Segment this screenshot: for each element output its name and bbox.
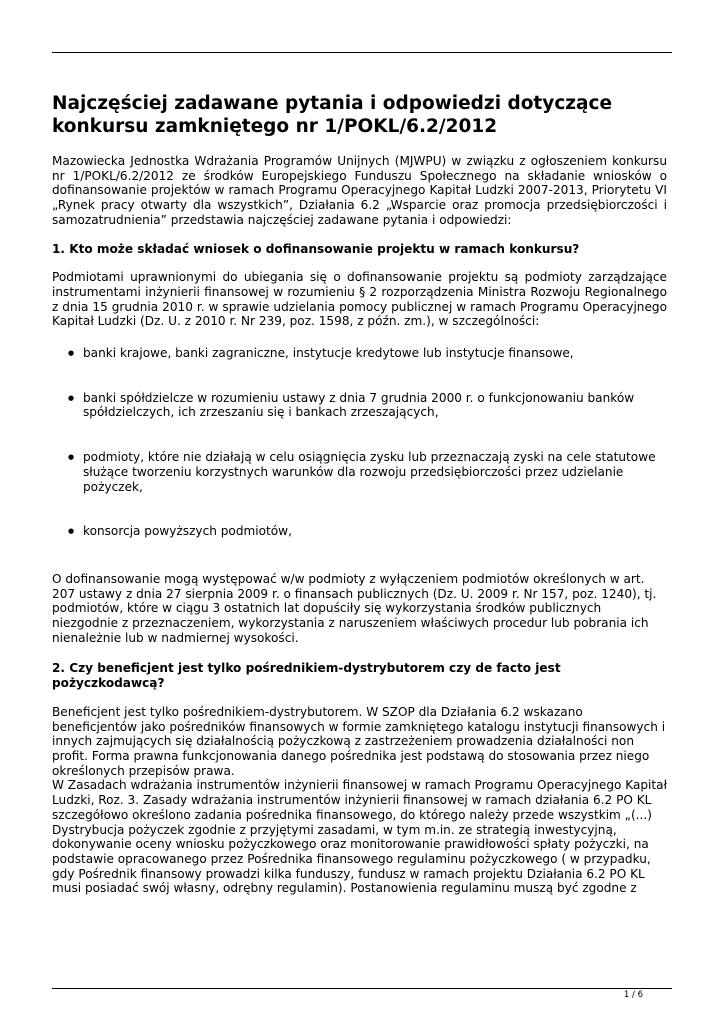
page-title: Najczęściej zadawane pytania i odpowiedzi dotyczące konkursu zamkniętego nr 1/POKL/6.2/2012 [52,93,613,137]
list-item [52,391,667,420]
list-item-text: banki spółdzielcze w rozumieniu ustawy z dnia 7 grudnia 2000 r. o funkcjonowaniu banków spółdzielczych, ich zrzeszaniu się i bankach zrzeszających, [83,390,635,420]
bullet-icon: ● [68,349,75,358]
bullet-icon: ● [68,527,75,536]
question-1-heading: 1. Kto może składać wniosek o dofinansowanie projektu w ramach konkursu? [52,241,580,256]
list-item [52,450,667,494]
question-1-closing: O dofinansowanie mogą występować w/w podmioty z wyłączeniem podmiotów określonych w art. 207 ustawy z dnia 27 sierpnia 2009 r. o finansach publicznych (Dz. U. 2009 r. Nr 157, poz. 1240), tj. podmiotów, które w ciągu 3 ostatnich lat dopuściły się wykorzystania środków publicznych niezgodnie z przeznaczeniem, wykorzystania z naruszeniem właściwych procedur lub pobrania ich nienależnie lub w nadmiernej wysokości. [52,571,657,645]
eligible-entities-list [52,346,667,539]
header-rule [52,52,672,53]
list-item-text: banki krajowe, banki zagraniczne, instytucje kredytowe lub instytucje finansowe, [83,346,574,361]
question-1-answer: Podmiotami uprawnionymi do ubiegania się o dofinansowanie projektu są podmioty zarządzające instrumentami inżynierii finansowej w rozumieniu § 2 rozporządzenia Ministra Rozwoju Regionalnego z dnia 15 grudnia 2010 r. w sprawie udzielania pomocy publicznej w ramach Programu Operacyjnego Kapitał Ludzki (Dz. U. z 2010 r. Nr 239, poz. 1598, z późn. zm.), w szczególności: [52,270,667,329]
list-item-text: podmioty, które nie działają w celu osiągnięcia zysku lub przeznaczają zyski na cele statutowe służące tworzeniu korzystnych warunków dla rozwoju przedsiębiorczości przez udzielanie pożyczek, [83,450,656,494]
bullet-icon: ● [68,453,75,462]
page-number: 1 / 6 [623,990,643,1000]
footer-rule [52,988,672,989]
bullet-icon: ● [68,393,75,402]
list-item [52,346,667,361]
question-2-answer-part-2: W Zasadach wdrażania instrumentów inżynierii finansowej w ramach Programu Operacyjnego Kapitał Ludzki, Roz. 3. Zasady wdrażania instrumentów inżynierii finansowej w ramach działania 6.2 PO KL szczegółowo określono zadania pośrednika finansowego, do którego należy przede wszystkim „(...) Dystrybucja pożyczek zgodnie z przyjętymi zasadami, w tym m.in. ze strategią inwestycyjną, dokonywanie oceny wniosku pożyczkowego oraz monitorowanie prawidłowości spłaty pożyczki, na podstawie opracowanego przez Pośrednika finansowego regulaminu pożyczkowego ( w przypadku, gdy Pośrednik finansowy prowadzi kilka funduszy, fundusz w ramach projektu Działania 6.2 PO KL musi posiadać swój własny, odrębny regulamin). Postanowienia regulaminu muszą być zgodne z [52,778,668,896]
intro-paragraph: Mazowiecka Jednostka Wdrażania Programów Unijnych (MJWPU) w związku z ogłoszeniem konkursu nr 1/POKL/6.2/2012 ze środków Europejskiego Funduszu Społecznego na składanie wniosków o dofinansowanie projektów w ramach Programu Operacyjnego Kapitał Ludzki 2007-2013, Priorytetu VI „Rynek pracy otwarty dla wszystkich”, Działania 6.2 „Wsparcie oraz promocja przedsiębiorczości i samozatrudnienia” przedstawia najczęściej zadawane pytania i odpowiedzi: [52,154,667,227]
list-item-text: konsorcja powyższych podmiotów, [83,524,292,539]
document-body [52,93,667,896]
question-2-heading: 2. Czy beneficjent jest tylko pośrednikiem-dystrybutorem czy de facto jest pożyczkodawcą? [52,661,561,691]
list-item [52,524,667,539]
question-2-answer-part-1: Beneficjent jest tylko pośrednikiem-dystrybutorem. W SZOP dla Działania 6.2 wskazano beneficjentów jako pośredników finansowych w formie zamkniętego katalogu instytucji finansowych i innych zajmujących się działalnością pożyczkową z zastrzeżeniem prowadzenia działalności non profit. Forma prawna funkcjonowania danego pośrednika jest podstawą do stosowania przez niego określonych przepisów prawa. [52,704,666,778]
